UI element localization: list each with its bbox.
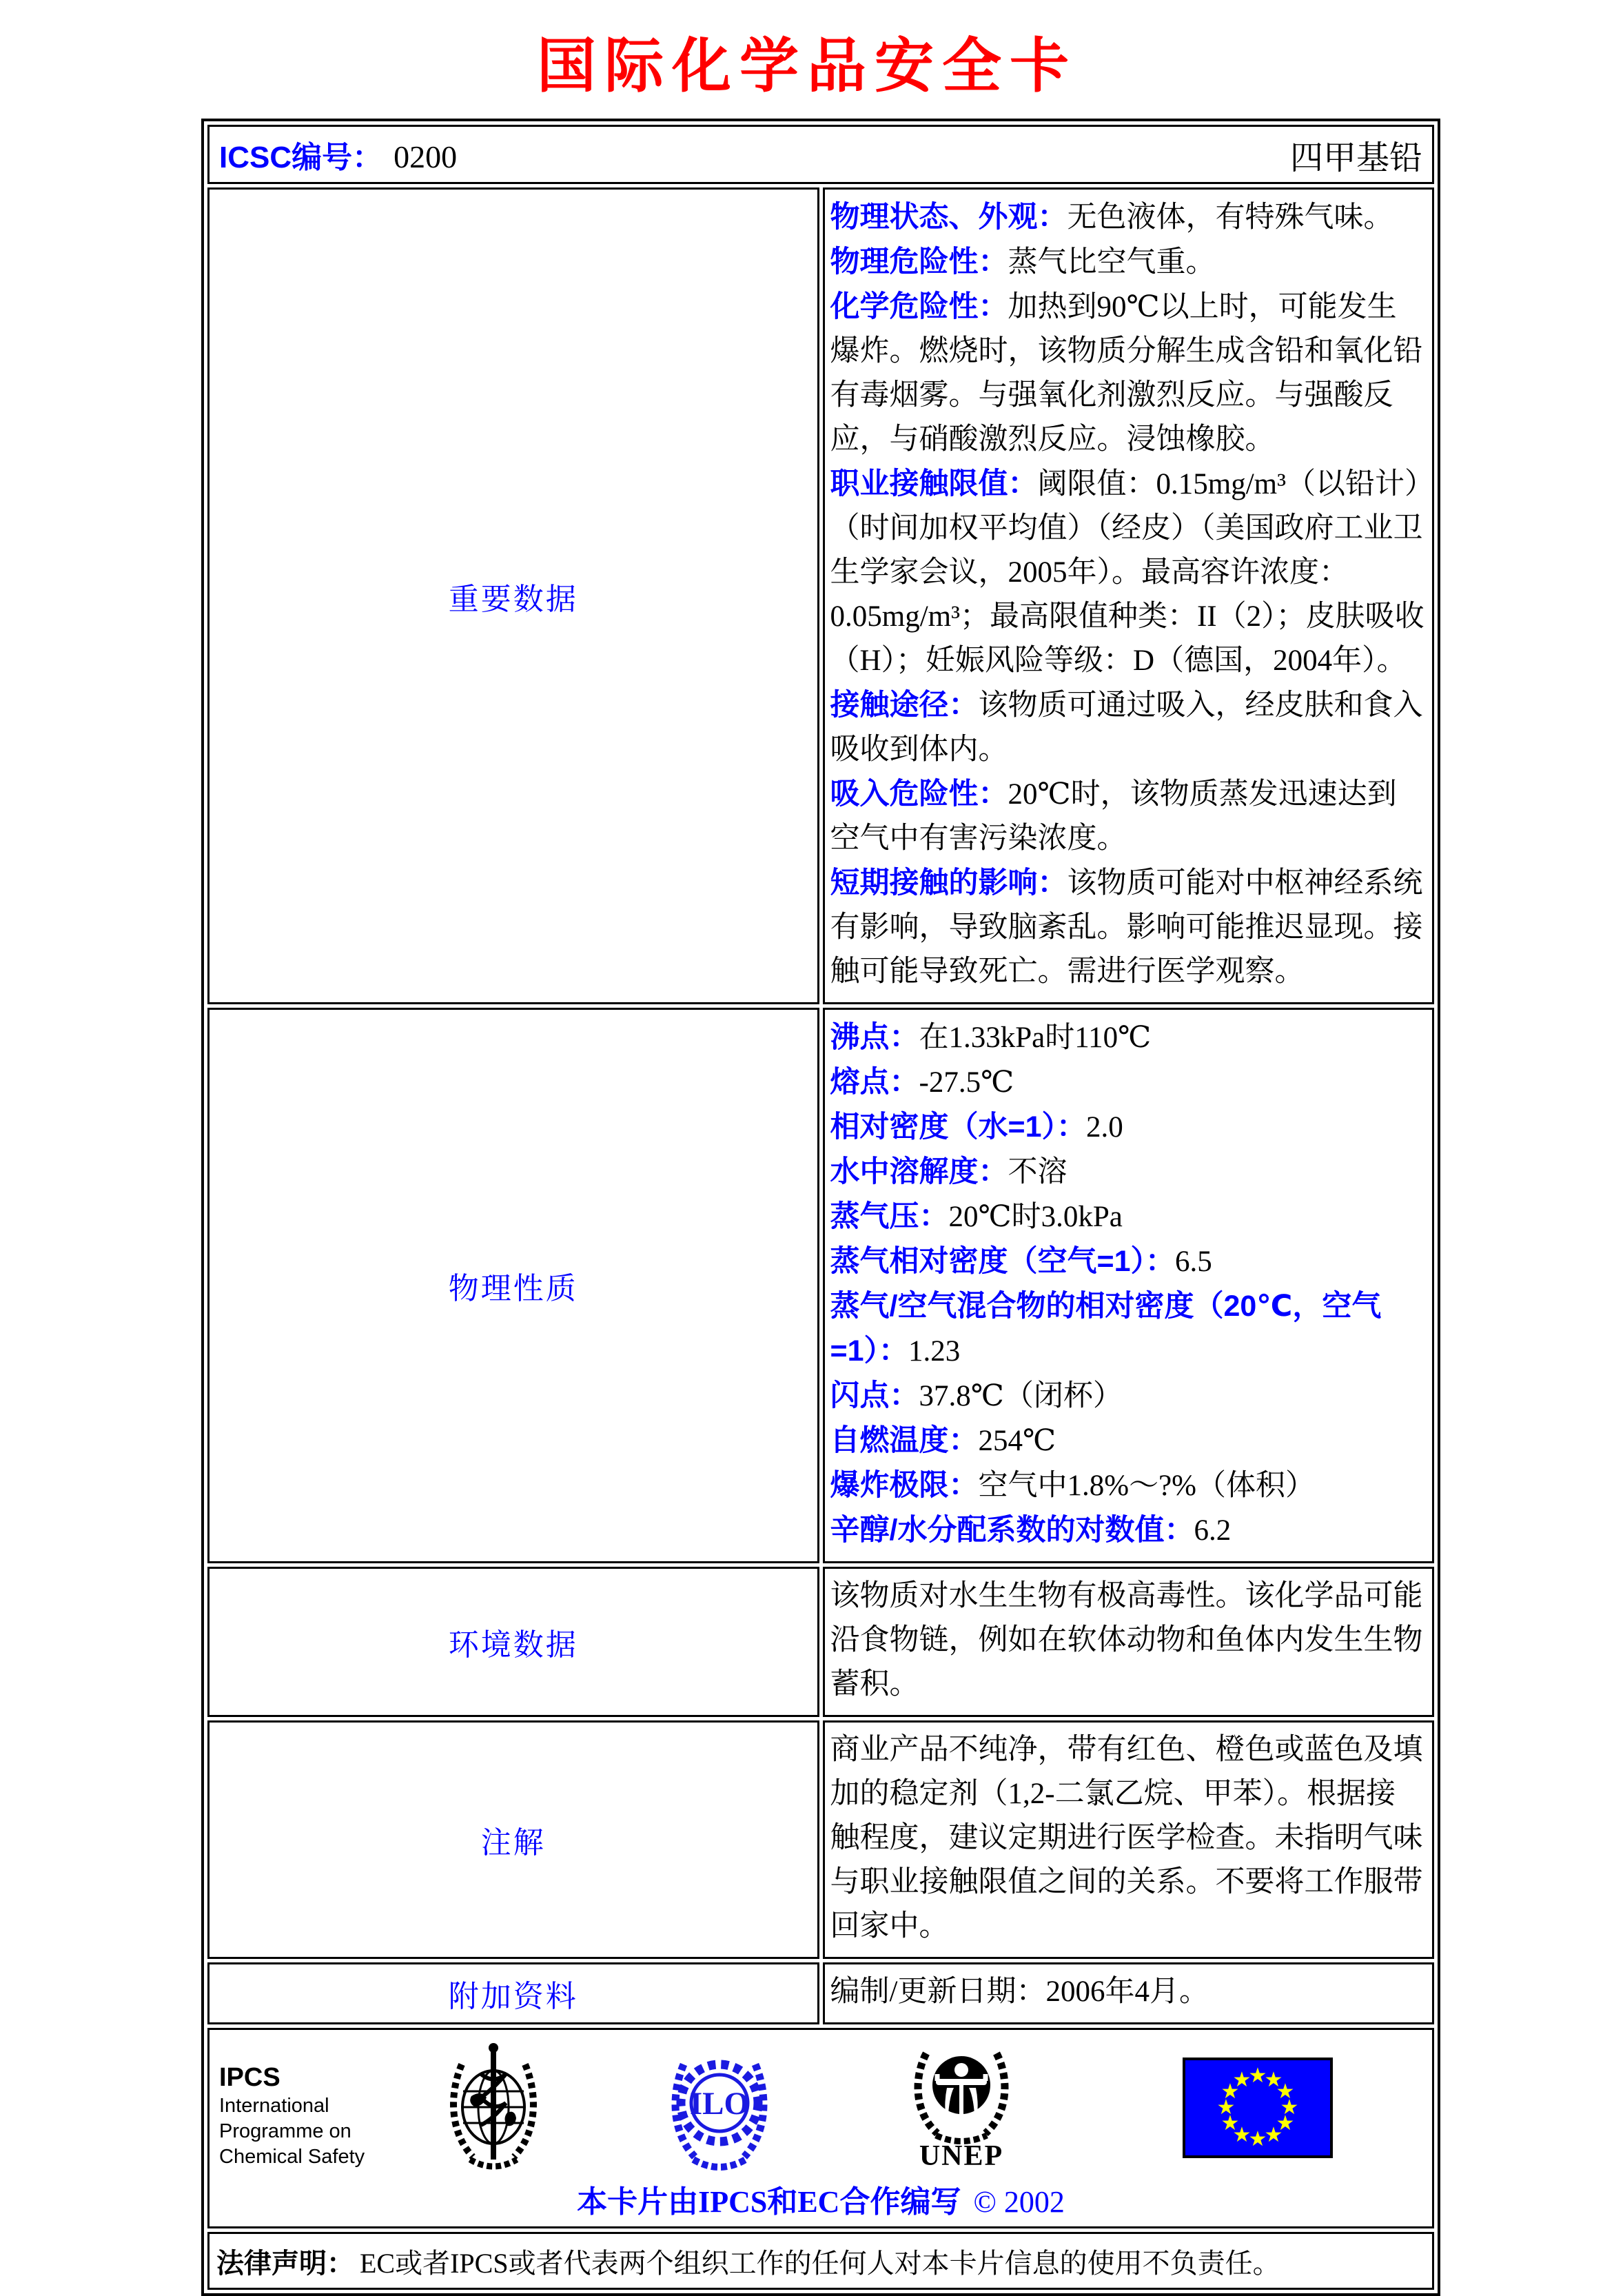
property-line bbox=[830, 1419, 1426, 1463]
property-line bbox=[830, 861, 1426, 994]
icsc-card-page bbox=[0, 18, 1614, 2279]
svg-text:★: ★ bbox=[1248, 2128, 1267, 2151]
credit-text: 本卡片由IPCS和EC合作编写 bbox=[577, 2185, 961, 2219]
property-line bbox=[830, 240, 1426, 285]
page-title: 国际化学品安全卡 bbox=[537, 33, 1077, 99]
ipcs-line: International bbox=[219, 2095, 329, 2117]
ilo-letters: ILO bbox=[689, 2086, 750, 2122]
svg-text:★: ★ bbox=[1264, 2124, 1283, 2146]
who-logo-icon bbox=[441, 2038, 546, 2180]
property-value: 无色液体，有特殊气味。 bbox=[1067, 201, 1393, 234]
property-line bbox=[830, 1015, 1426, 1060]
property-label: 化学危险性： bbox=[830, 290, 1008, 323]
copyright-text: © 2002 bbox=[973, 2185, 1065, 2219]
important-data-row bbox=[207, 187, 1434, 1004]
property-line bbox=[830, 1463, 1426, 1508]
property-label: 吸入危险性： bbox=[830, 778, 1008, 811]
environmental-data-row bbox=[207, 1567, 1434, 1717]
ipcs-text-block bbox=[219, 2062, 365, 2170]
unep-wordmark: UNEP bbox=[919, 2140, 1004, 2172]
property-value: 阈限值：0.15mg/m³（以铅计）（时间加权平均值）（经皮）（美国政府工业卫生学家会议，2005年）。最高容许浓度：0.05mg/m³；最高限值种类：II（2）；皮肤吸收（H）；妊娠风险等级：D（德国，2004年）。 bbox=[830, 468, 1424, 677]
property-line bbox=[830, 1374, 1426, 1419]
eu-flag-icon bbox=[1183, 2058, 1333, 2162]
property-value: 蒸气比空气重。 bbox=[1008, 246, 1216, 278]
property-label: 职业接触限值： bbox=[830, 467, 1038, 500]
chemical-name: 四甲基铅 bbox=[1289, 139, 1422, 176]
property-line bbox=[830, 1150, 1426, 1195]
property-value: 6.5 bbox=[1175, 1246, 1212, 1278]
property-label: 自燃温度： bbox=[830, 1424, 979, 1457]
additional-info-heading: 附加资料 bbox=[207, 1962, 819, 2024]
legal-row bbox=[207, 2232, 1434, 2290]
notes-row bbox=[207, 1720, 1434, 1959]
physical-properties-heading: 物理性质 bbox=[207, 1008, 819, 1563]
physical-properties-row bbox=[207, 1008, 1434, 1563]
property-label: 水中溶解度： bbox=[830, 1155, 1008, 1188]
ipcs-acronym: IPCS bbox=[219, 2063, 280, 2092]
property-line bbox=[830, 462, 1426, 683]
property-value: 20℃时3.0kPa bbox=[948, 1201, 1123, 1233]
property-label: 蒸气/空气混合物的相对密度（20℃，空气=1）： bbox=[830, 1290, 1382, 1368]
property-label: 沸点： bbox=[830, 1021, 919, 1054]
icsc-table bbox=[201, 119, 1440, 2296]
property-value: 在1.33kPa时110℃ bbox=[919, 1022, 1152, 1054]
svg-text:★: ★ bbox=[1248, 2064, 1267, 2087]
environmental-data-content: 该物质对水生生物有极高毒性。该化学品可能沿食物链，例如在软体动物和鱼体内发生生物蓄积。 bbox=[823, 1567, 1435, 1717]
icsc-number-label: ICSC编号： bbox=[219, 141, 383, 174]
property-value: 空气中1.8%～?%（体积） bbox=[978, 1470, 1315, 1502]
property-value: -27.5℃ bbox=[919, 1066, 1014, 1099]
property-label: 爆炸极限： bbox=[830, 1469, 979, 1502]
property-value: 254℃ bbox=[978, 1425, 1056, 1457]
additional-info-content: 编制/更新日期：2006年4月。 bbox=[823, 1962, 1435, 2024]
additional-info-row bbox=[207, 1962, 1434, 2024]
ipcs-line: Chemical Safety bbox=[219, 2146, 365, 2168]
ilo-logo-icon bbox=[662, 2040, 777, 2178]
svg-text:★: ★ bbox=[1264, 2069, 1283, 2091]
property-value: 加热到90℃以上时，可能发生爆炸。燃烧时，该物质分解生成含铅和氧化铅有毒烟雾。与强氧化剂激烈反应。与强酸反应，与硝酸激烈反应。浸蚀橡胶。 bbox=[830, 291, 1423, 456]
property-line bbox=[830, 285, 1426, 462]
notes-content: 商业产品不纯净，带有红色、橙色或蓝色及填加的稳定剂（1,2-二氯乙烷、甲苯）。根据接触程度，建议定期进行医学检查。未指明气味与职业接触限值之间的关系。不要将工作服带回家中。 bbox=[823, 1720, 1435, 1959]
icsc-number-value: 0200 bbox=[394, 139, 458, 174]
property-label: 短期接触的影响： bbox=[830, 866, 1068, 900]
property-label: 物理危险性： bbox=[830, 245, 1008, 278]
legal-label: 法律声明： bbox=[216, 2248, 354, 2279]
footer-row bbox=[207, 2028, 1434, 2228]
header-row bbox=[207, 125, 1434, 184]
property-line bbox=[830, 772, 1426, 861]
property-label: 辛醇/水分配系数的对数值： bbox=[830, 1514, 1194, 1547]
property-line bbox=[830, 1284, 1426, 1374]
property-label: 熔点： bbox=[830, 1066, 919, 1099]
ipcs-line: Programme on bbox=[219, 2120, 351, 2142]
property-label: 相对密度（水=1）： bbox=[830, 1110, 1087, 1144]
property-line bbox=[830, 195, 1426, 240]
icsc-number-group bbox=[219, 132, 457, 176]
property-line bbox=[830, 683, 1426, 772]
property-label: 蒸气压： bbox=[830, 1200, 949, 1233]
property-label: 接触途径： bbox=[830, 689, 979, 722]
notes-heading: 注解 bbox=[207, 1720, 819, 1959]
svg-text:★: ★ bbox=[1220, 2080, 1240, 2103]
property-value: 37.8℃（闭杯） bbox=[919, 1380, 1123, 1412]
property-line bbox=[830, 1060, 1426, 1105]
svg-text:★: ★ bbox=[1220, 2112, 1240, 2135]
property-value: 该物质可通过吸入，经皮肤和食入吸收到体内。 bbox=[830, 689, 1423, 766]
environmental-data-heading: 环境数据 bbox=[207, 1567, 819, 1717]
svg-text:★: ★ bbox=[1232, 2069, 1252, 2091]
svg-text:★: ★ bbox=[1276, 2080, 1295, 2103]
svg-text:★: ★ bbox=[1216, 2096, 1236, 2119]
property-line bbox=[830, 1508, 1426, 1553]
property-value: 该物质可能对中枢神经系统有影响，导致脑紊乱。影响可能推迟显现。接触可能导致死亡。需进行医学观察。 bbox=[830, 867, 1423, 988]
header-cell bbox=[207, 125, 1434, 184]
credit-line bbox=[210, 2177, 1432, 2221]
svg-text:★: ★ bbox=[1232, 2124, 1252, 2146]
property-value: 2.0 bbox=[1086, 1111, 1123, 1144]
legal-text: EC或者IPCS或者代表两个组织工作的任何人对本卡片信息的使用不负责任。 bbox=[360, 2247, 1280, 2279]
property-line bbox=[830, 1105, 1426, 1150]
svg-text:★: ★ bbox=[1280, 2096, 1299, 2119]
property-label: 物理状态、外观： bbox=[830, 201, 1068, 234]
unep-logo-icon bbox=[903, 2035, 1020, 2173]
property-value: 20℃时，该物质蒸发迅速达到空气中有害污染浓度。 bbox=[830, 778, 1397, 855]
property-line bbox=[830, 1239, 1426, 1284]
important-data-heading: 重要数据 bbox=[207, 187, 819, 1004]
important-data-content bbox=[823, 187, 1435, 1004]
property-value: 不溶 bbox=[1008, 1156, 1068, 1188]
physical-properties-content bbox=[823, 1008, 1435, 1563]
property-label: 闪点： bbox=[830, 1379, 919, 1412]
property-value: 6.2 bbox=[1194, 1514, 1232, 1547]
property-line bbox=[830, 1195, 1426, 1239]
legal-cell bbox=[207, 2232, 1434, 2290]
property-label: 蒸气相对密度（空气=1）： bbox=[830, 1245, 1176, 1278]
footer-cell bbox=[207, 2028, 1434, 2228]
property-value: 1.23 bbox=[908, 1335, 961, 1368]
svg-text:★: ★ bbox=[1276, 2112, 1295, 2135]
